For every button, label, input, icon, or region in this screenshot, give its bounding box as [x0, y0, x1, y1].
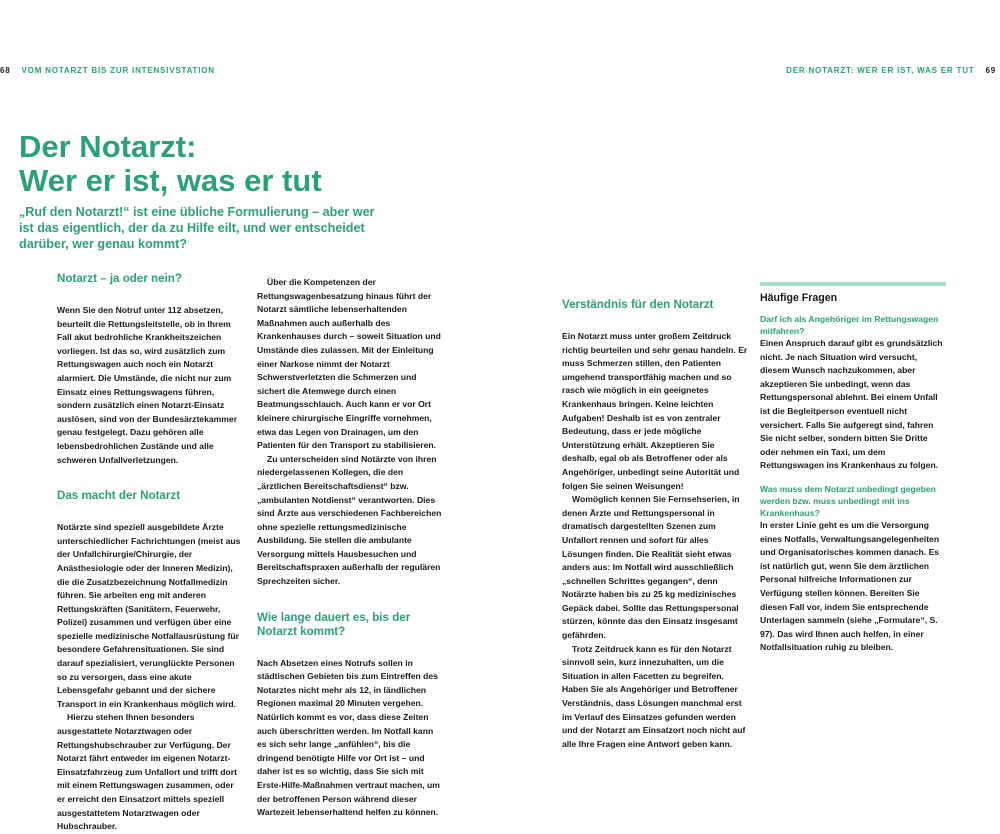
- column-3: [562, 276, 748, 751]
- section-label-right: DER NOTARZT: WER ER IST, WAS ER TUT: [786, 66, 975, 75]
- running-header-right: [786, 66, 996, 75]
- column-1: [57, 272, 243, 834]
- section-label-left: VOM NOTARZT BIS ZUR INTENSIVSTATION: [21, 66, 215, 75]
- faq-question-2: Was muss dem Notarzt unbedingt gegeben werden bzw. muss unbedingt mit ins Krankenhaus?: [760, 483, 936, 518]
- faq-question-1: Darf ich als Angehöriger im Rettungswagen mitfahren?: [760, 314, 939, 336]
- title-line-1: Der Notarzt:: [19, 129, 197, 164]
- page-title: [19, 130, 499, 198]
- page-number-right: 69: [985, 66, 996, 75]
- faq-title: Häufige Fragen: [760, 282, 946, 305]
- paragraph: Zu unterscheiden sind Notärzte von ihren niedergelassenen Kollegen, die den „ärztlichen Bereitschaftsdienst“ bzw. „ambulanten Notdienst“ verantworten. Dies sind Ärzte aus verschiedenen Fachbereichen ohne spezielle rettungsmedizinische Ausbildung. Sie stellen die ambulante Versorgung mittels Hausbesuchen und Bereitschaftspraxen außerhalb der regulären Sprechzeiten sicher.: [257, 453, 442, 587]
- heading-notarzt-ja-oder-nein: Notarzt – ja oder nein?: [57, 272, 182, 285]
- page-number-left: 68: [0, 66, 11, 75]
- paragraph: Über die Kompetenzen der Rettungswagenbesatzung hinaus führt der Notarzt sämtliche lebenserhaltenden Maßnahmen auch außerhalb des Krankenhauses durch – soweit Situation und Umstände dies zulassen. Mit der Einleitung einer Narkose nimmt der Notarzt Schwerstverletzten die Schmerzen und sichert die Atemwege durch einen Beatmungsschlauch. Auch kann er vor Ort kleinere chirurgische Eingriffe vornehmen, etwa das Legen von Drainagen, um den Patienten für den Transport zu stabilisieren.: [257, 277, 441, 451]
- faq-answer-1: Einen Anspruch darauf gibt es grundsätzlich nicht. Je nach Situation wird versucht, diesem Wunsch nachzukommen, aber akzeptieren Sie unbedingt, wenn das Rettungspersonal ablehnt. Bei einem Unfall ist die Begleitperson eventuell nicht versichert. Falls Sie aufgeregt sind, fahren Sie nicht selber, sondern bitten Sie Dritte oder nehmen ein Taxi, um dem Rettungswagen ins Krankenhaus zu folgen.: [760, 338, 943, 471]
- lead-paragraph: „Ruf den Notarzt!“ ist eine übliche Formulierung – aber wer ist das eigentlich, der da zu Hilfe eilt, und wer entscheidet darüber, wer genau kommt?: [19, 205, 375, 251]
- paragraph: Hierzu stehen Ihnen besonders ausgestattete Notarztwagen oder Rettungshubschrauber zur Verfügung. Der Notarzt fährt entweder im eigenen Notarzt-Einsatzfahrzeug zum Unfallort und trifft dort mit einem Rettungswagen zusammen, oder er erreicht den Einsatzort mittels speziell ausgestattetem Notarztwagen oder Hubschrauber.: [57, 712, 237, 832]
- paragraph: Trotz Zeitdruck kann es für den Notarzt sinnvoll sein, kurz innezuhalten, um die Situation in allen Facetten zu begreifen. Haben Sie als Angehöriger und Betroffener Verständnis, dass Lösungen manchmal erst im Verlauf des Einsatzes gefunden werden und der Notarzt am Einsatzort noch nicht auf alle Ihre Fragen eine Antwort geben kann.: [562, 643, 746, 749]
- running-header-left: [0, 66, 215, 75]
- paragraph: Notärzte sind speziell ausgebildete Ärzte unterschiedlicher Fachrichtungen (meist aus der Unfallchirurgie/Chirurgie, der Anästhesiologie oder der Inneren Medizin), die die Zusatzbezeichnung Notfallmedizin führen. Sie arbeiten eng mit anderen Rettungskräften (Sanitätern, Feuerwehr, Polizei) zusammen und verfügen über eine spezielle medizinische Notfallausrüstung für besondere Gefahrensituationen. Sie sind darauf spezialisiert, verunglückte Personen so zu versorgen, dass eine akute Lebensgefahr gebannt und der sichere Transport in ein Krankenhaus möglich wird.: [57, 522, 241, 709]
- column-2: [257, 276, 443, 820]
- paragraph: Wenn Sie den Notruf unter 112 absetzen, beurteilt die Rettungsleitstelle, ob in Ihrem Fall akut bedrohliche Krankheitszeichen vorliegen. Ist das so, wird zusätzlich zum Rettungswagen auch noch ein Notarzt alarmiert. Die Umstände, die nicht nur zum Einsatz eines Rettungswagens führen, sondern zusätzlich einen Notarzt-Einsatz auslösen, sind von der Bundesärztekammer genau festgelegt. Dazu gehören alle lebensbedrohlichen Zustände und alle schweren Unfallverletzungen.: [57, 305, 238, 465]
- paragraph: Womöglich kennen Sie Fernsehserien, in denen Ärzte und Rettungspersonal in dramatisch dargestellten Szenen zum Unfallort rennen und sofort für alles Lösungen finden. Die Realität sieht etwas anders aus: Im Notfall wird ausschließlich „schnellen Schrittes gegangen“, denn Notärzte haben bis zu 25 kg medizinisches Gepäck dabei. Sollte das Rettungspersonal stürzen, könnte das den Einsatz insgesamt gefährden.: [562, 494, 740, 641]
- heading-verstaendnis-fuer-den-notarzt: Verständnis für den Notarzt: [562, 298, 714, 311]
- paragraph: Nach Absetzen eines Notrufs sollen in städtischen Gebieten bis zum Eintreffen des Notarztes nicht mehr als 12, in ländlichen Regionen maximal 20 Minuten vergehen. Natürlich kommt es vor, dass diese Zeiten auch überschritten werden. Im Notfall kann es sich sehr lange „anfühlen“, bis die dringend benötigte Hilfe vor Ort ist – und daher ist es so wichtig, dass Sie sich mit Erste-Hilfe-Maßnahmen vertraut machen, um der betroffenen Person während dieser Wartezeit lebenserhaltend helfen zu können.: [257, 657, 440, 818]
- paragraph: Ein Notarzt muss unter großem Zeitdruck richtig beurteilen und sehr genau handeln. Er muss Schmerzen stillen, den Patienten umgehend transportfähig machen und so rasch wie möglich in ein geeignetes Krankenhaus bringen. Keine leichten Aufgaben! Deshalb ist es von zentraler Bedeutung, dass er jede mögliche Unterstützung erhält. Akzeptieren Sie deshalb, egal ob als Betroffener oder als Angehöriger, unbedingt seine Autorität und folgen Sie seinen Weisungen!: [562, 331, 748, 491]
- column-4-faq: [760, 276, 946, 655]
- title-line-2: Wer er ist, was er tut: [19, 163, 322, 198]
- faq-answer-2: In erster Linie geht es um die Versorgung eines Notfalls, Verwaltungsangelegenheiten und Organisatorisches kommen danach. Es ist natürlich gut, wenn Sie dem ärztlichen Personal hilfreiche Informationen zur Verfügung stellen können. Bereiten Sie diesen Fall vor, indem Sie entsprechende Unterlagen sammeln (siehe „Formulare“, S. 97). Das wird Ihnen auch helfen, in einer Notfallsituation ruhig zu bleiben.: [760, 519, 940, 653]
- heading-das-macht-der-notarzt: Das macht der Notarzt: [57, 489, 181, 503]
- heading-wie-lange-dauert-es: Wie lange dauert es, bis der Notarzt kommt?: [257, 610, 411, 638]
